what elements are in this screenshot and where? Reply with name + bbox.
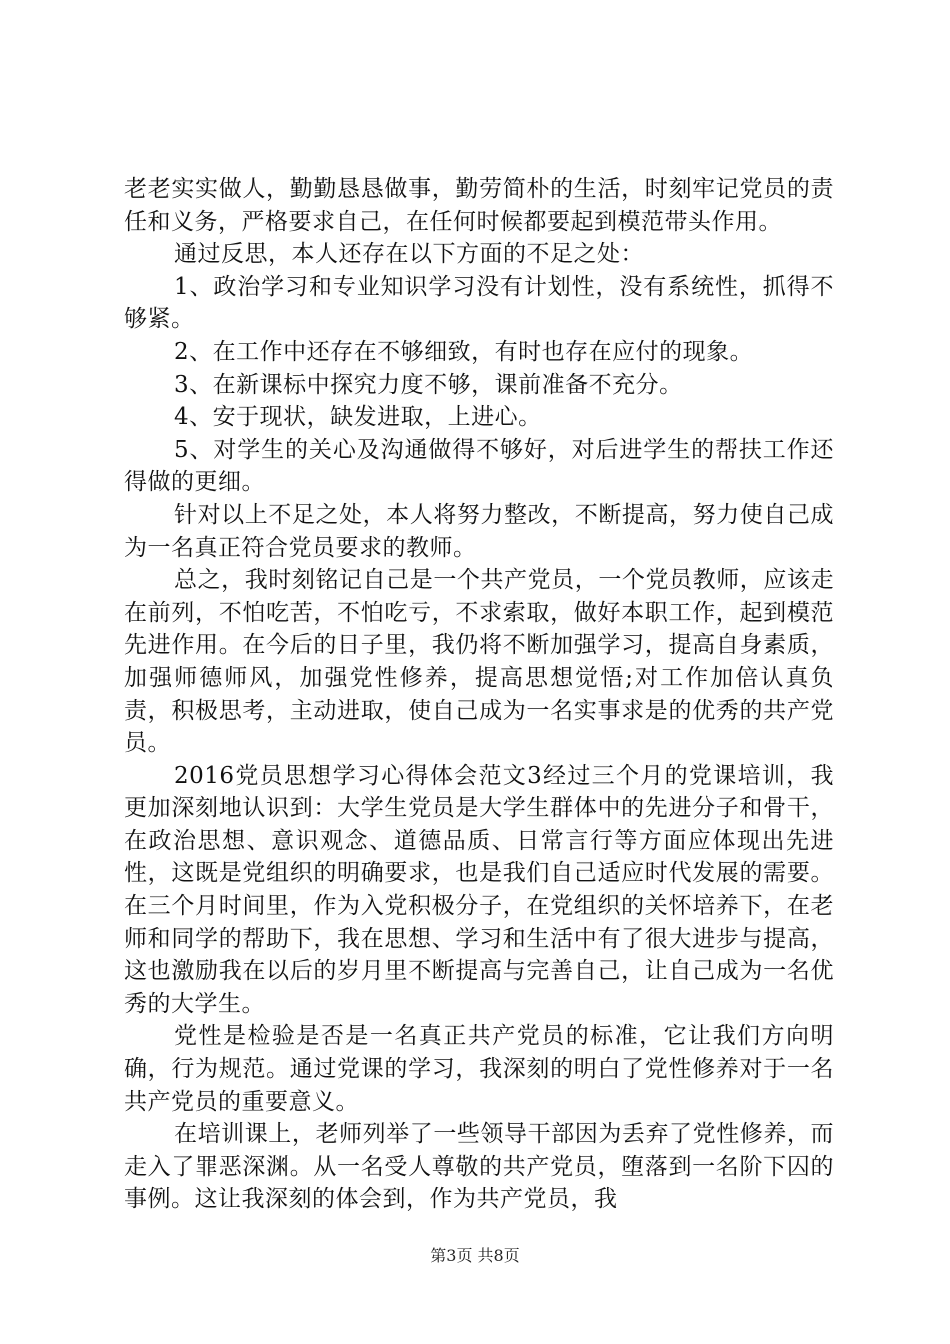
document-body <box>124 173 834 1216</box>
list-item: 2、在工作中还存在不够细致，有时也存在应付的现象。 <box>174 338 754 365</box>
paragraph: 老老实实做人，勤勤恳恳做事，勤劳简朴的生活，时刻牢记党员的责任和义务，严格要求自己，在任何时候都要起到模范带头作用。 <box>124 176 834 235</box>
list-item: 4、安于现状，缺发进取，上进心。 <box>174 404 542 431</box>
list-item: 1、政治学习和专业知识学习没有计划性，没有系统性，抓得不够紧。 <box>124 273 834 333</box>
paragraph: 党性是检验是否是一名真正共产党员的标准，它让我们方向明确，行为规范。通过党课的学习，我深刻的明白了党性修养对于一名共产党员的重要意义。 <box>124 1023 834 1115</box>
page-number-footer: 第3页 共8页 <box>430 1246 520 1265</box>
paragraph: 通过反思，本人还存在以下方面的不足之处： <box>174 241 644 268</box>
paragraph: 总之，我时刻铭记自己是一个共产党员，一个党员教师，应该走在前列，不怕吃苦，不怕吃亏，不求索取，做好本职工作，起到模范先进作用。在今后的日子里，我仍将不断加强学习，提高自身素质，加强师德师风，加强党性修养，提高思想觉悟;对工作加倍认真负责，积极思考，主动进取，使自己成为一名实事求是的优秀的共产党员。 <box>124 567 834 757</box>
list-item: 5、对学生的关心及沟通做得不够好，对后进学生的帮扶工作还得做的更细。 <box>124 436 834 496</box>
list-item: 3、在新课标中探究力度不够，课前准备不充分。 <box>174 371 683 398</box>
paragraph: 在培训课上，老师列举了一些领导干部因为丢弃了党性修养，而走入了罪恶深渊。从一名受人尊敬的共产党员，堕落到一名阶下囚的事例。这让我深刻的体会到，作为共产党员，我 <box>124 1121 834 1213</box>
paragraph: 针对以上不足之处，本人将努力整改，不断提高，努力使自己成为一名真正符合党员要求的教师。 <box>124 501 834 561</box>
paragraph: 2016党员思想学习心得体会范文3经过三个月的党课培训，我更加深刻地认识到：大学生党员是大学生群体中的先进分子和骨干，在政治思想、意识观念、道德品质、日常言行等方面应体现出先进性，这既是党组织的明确要求，也是我们自己适应时代发展的需要。在三个月时间里，作为入党积极分子，在党组织的关怀培养下，在老师和同学的帮助下，我在思想、学习和生活中有了很大进步与提高，这也激励我在以后的岁月里不断提高与完善自己，让自己成为一名优秀的大学生。 <box>124 762 834 1017</box>
